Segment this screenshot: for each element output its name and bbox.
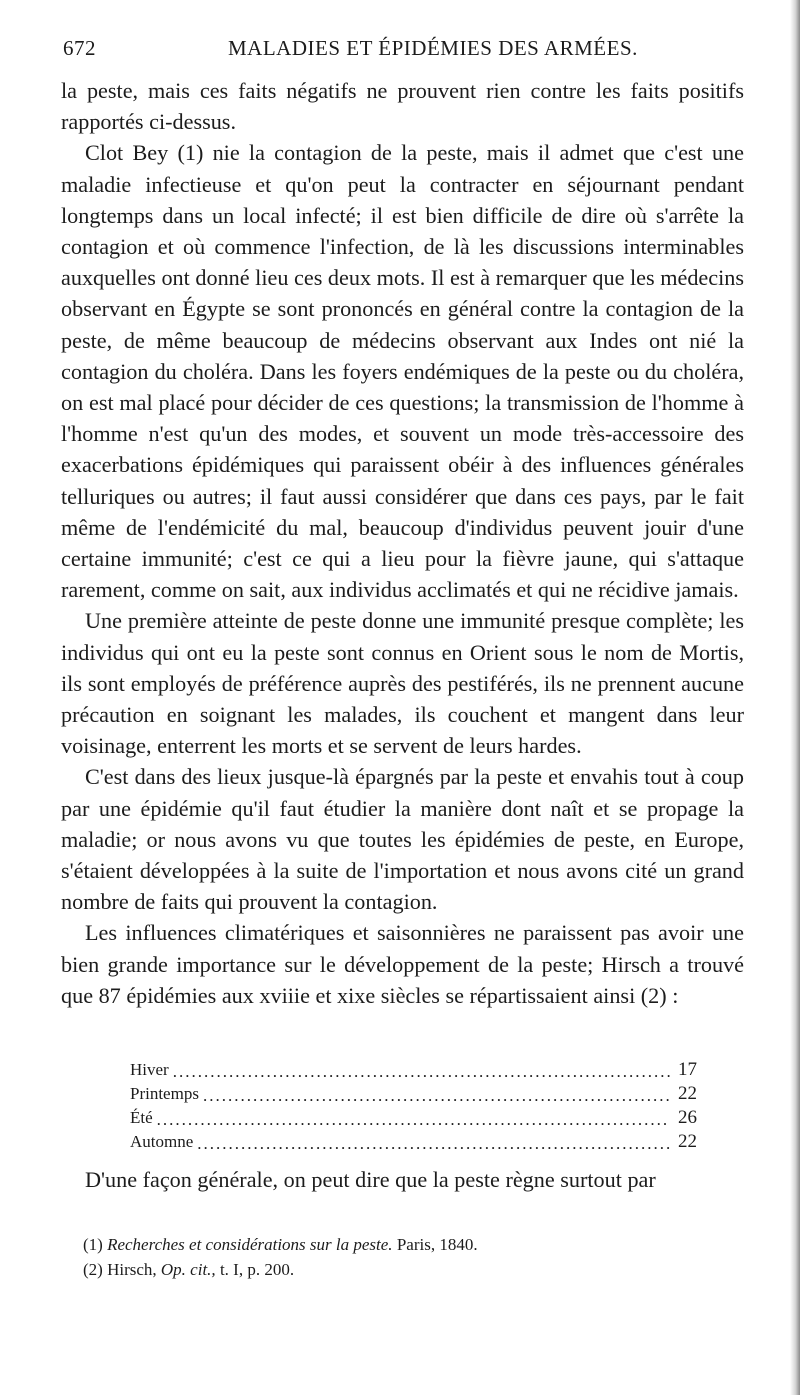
season-table — [130, 1058, 697, 1154]
season-row — [130, 1082, 697, 1106]
page-number: 672 — [63, 36, 96, 60]
season-row — [130, 1106, 697, 1130]
body-text — [61, 75, 744, 1011]
footnote-marker: (2) — [83, 1260, 103, 1279]
paragraph: la peste, mais ces faits négatifs ne prouvent rien contre les faits positifs rapportés ci-dessus. — [61, 78, 744, 135]
footnote-1 — [83, 1232, 743, 1257]
footnote-reference: Op. cit., — [160, 1260, 216, 1279]
footnote-title: Recherches et considérations sur la peste. — [107, 1235, 393, 1254]
season-label: Automne ..... — [130, 1132, 197, 1151]
footnote-text: Paris, 1840. — [396, 1235, 478, 1254]
footnote-2 — [83, 1257, 743, 1282]
season-label: Été ..... — [130, 1108, 157, 1127]
footnote-text: t. I, p. 200. — [219, 1260, 295, 1279]
paragraph: Les influences climatériques et saisonnières ne paraissent pas avoir une bien grande importance sur le développement de la peste; Hirsch a trouvé que 87 épidémies aux xviiie et xixe siècles se répartissaient ainsi (2) : — [61, 920, 744, 1008]
paragraph: Une première atteinte de peste donne une immunité presque complète; les individus qui ont eu la peste sont connus en Orient sous le nom de Mortis, ils sont employés de préférence auprès des pestiférés, ils ne prennent aucune précaution en soignant les malades, ils couchent et mangent dans leur voisinage, enterrent les morts et se servent de leurs hardes. — [61, 608, 744, 759]
season-value: 17 — [670, 1058, 697, 1082]
page-header — [63, 36, 743, 64]
season-row — [130, 1130, 697, 1154]
page-edge-shadow — [790, 0, 800, 1395]
season-value: 26 — [670, 1106, 697, 1130]
footnotes — [83, 1232, 743, 1282]
paragraph: C'est dans des lieux jusque-là épargnés par la peste et envahis tout à coup par une épidémie qu'il faut étudier la manière dont naît et se propage la maladie; or nous avons vu que toutes les épidémies de peste, en Europe, s'étaient développées à la suite de l'importation et nous avons cité un grand nombre de faits qui prouvent la contagion. — [61, 764, 744, 915]
closing-line: D'une façon générale, on peut dire que la peste règne surtout par — [85, 1167, 656, 1192]
season-label: Printemps ..... — [130, 1084, 203, 1103]
season-row — [130, 1058, 697, 1082]
season-value: 22 — [670, 1082, 697, 1106]
season-label: Hiver ..... — [130, 1060, 173, 1079]
footnote-author: Hirsch, — [107, 1260, 157, 1279]
season-value: 22 — [670, 1130, 697, 1154]
running-title: MALADIES ET ÉPIDÉMIES DES ARMÉES. — [228, 36, 638, 60]
footnote-marker: (1) — [83, 1235, 103, 1254]
paragraph: Clot Bey (1) nie la contagion de la peste, mais il admet que c'est une maladie infectieuse et qu'on peut la contracter en séjournant pendant longtemps dans un local infecté; il est bien difficile de dire où s'arrête la contagion et où commence l'infection, de là les discussions interminables auxquelles ont donné lieu ces deux mots. Il est à remarquer que les médecins observant en Égypte se sont prononcés en général contre la contagion de la peste, de même beaucoup de médecins observant aux Indes ont nié la contagion du choléra. Dans les foyers endémiques de la peste ou du choléra, on est mal placé pour décider de ces questions; la transmission de l'homme à l'homme n'est qu'un des modes, et souvent un mode très-accessoire des exacerbations épidémiques qui paraissent obéir à des influences générales telluriques ou autres; il faut aussi considérer que dans ces pays, par le fait même de l'endémicité du mal, beaucoup d'individus peuvent jouir d'une certaine immunité; c'est ce qui a lieu pour la fièvre jaune, qui s'attaque rarement, comme on sait, aux individus acclimatés et qui ne récidive jamais. — [61, 140, 744, 603]
